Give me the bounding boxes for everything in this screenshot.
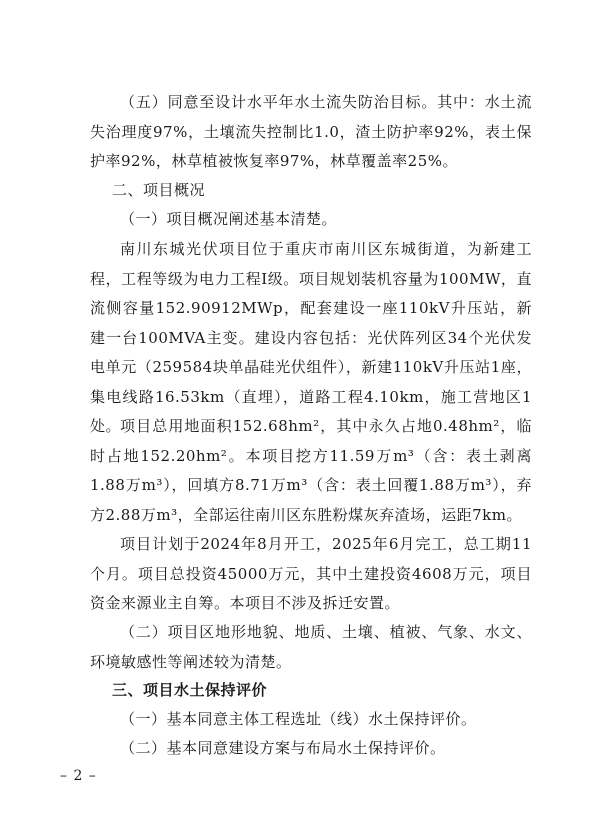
paragraph-schedule-investment: 项目计划于2024年8月开工，2025年6月完工，总工期11个月。项目总投资45000万元，其中土建投资4608万元，项目资金来源业主自筹。本项目不涉及拆迁安置。 — [90, 535, 532, 612]
section-heading-soil-conservation-evaluation: 三、项目水土保持评价 — [112, 681, 268, 699]
paragraph-soil-erosion-targets: （五）同意至设计水平年水土流失防治目标。其中：水土流失治理度97%，土壤流失控制比1.0，渣土防护率92%，表土保护率92%，林草植被恢复率97%，林草覆盖率25%。 — [90, 93, 532, 170]
paragraph-site-conditions: （二）项目区地形地貌、地质、土壤、植被、气象、水文、环境敏感性等阐述较为清楚。 — [90, 623, 532, 671]
paragraph-layout-evaluation: （二）基本同意建设方案与布局水土保持评价。 — [120, 739, 446, 757]
paragraph-project-description: 南川东城光伏项目位于重庆市南川区东城街道，为新建工程，工程等级为电力工程Ⅰ级。项目规划装机容量为100MW，直流侧容量152.90912MWp，配套建设一座110kV升压站，新建一台100MVA主变。建设内容包括：光伏阵列区34个光伏发电单元（259584块单晶硅光伏组件），新建110kV升压站1座，集电线路16.53km（直埋），道路工程4.10km，施工营地区1处。 — [90, 240, 532, 435]
paragraph-land-earthwork: 项目总用地面积152.68hm²，其中永久占地0.48hm²，临时占地152.20hm²。本项目挖方11.59万m³（含：表土剥离1.88万m³），回填方8.71万m³（含：表土回覆1.88万m³），弃方2.88万m³，全部运往南川区东胜粉煤灰弃渣场，运距7km。 — [90, 417, 532, 524]
page-number: – 2 – — [60, 768, 97, 784]
section-heading-project-overview: 二、项目概况 — [112, 181, 206, 199]
paragraph-overview-summary: （一）项目概况阐述基本清楚。 — [120, 210, 338, 228]
paragraph-site-selection-evaluation: （一）基本同意主体工程选址（线）水土保持评价。 — [120, 710, 477, 728]
